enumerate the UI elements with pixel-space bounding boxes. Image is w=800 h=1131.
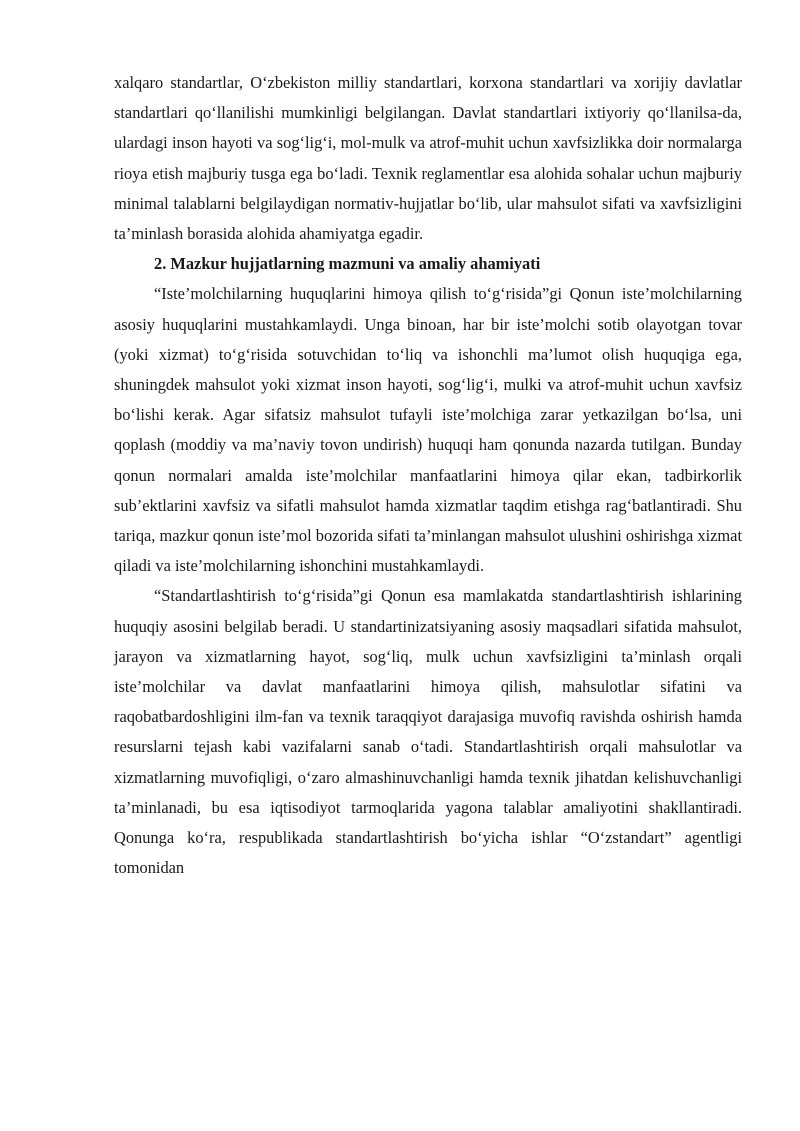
- paragraph-standards-overview: xalqaro standartlar, O‘zbekiston milliy standartlari, korxona standartlari va xorijiy davlatlar standartlari qo‘llanilishi mumkinligi belgilangan. Davlat standartlari ixtiyoriy qo‘llanilsa-da, ulardagi inson hayoti va sog‘lig‘i, mol-mulk va atrof-muhit uchun xavfsizlikka doir normalarga rioya etish majburiy tusga ega bo‘ladi. Texnik reglamentlar esa alohida sohalar uchun majburiy minimal talablarni belgilaydigan normativ-hujjatlar bo‘lib, ular mahsulot sifati va xavfsizligini ta’minlash borasida alohida ahamiyatga egadir.: [114, 73, 742, 244]
- paragraph-consumer-rights-law: “Iste’molchilarning huquqlarini himoya qilish to‘g‘risida”gi Qonun iste’molchilarning asosiy huquqlarini mustahkamlaydi. Unga binoan, har bir iste’molchi sotib olayotgan tovar (yoki xizmat) to‘g‘risida sotuvchidan to‘liq va ishonchli ma’lumot olish huquqiga ega, shuningdek mahsulot yoki xizmat inson hayoti, sog‘lig‘i, mulki va atrof-muhit uchun xavfsiz bo‘lishi kerak. Agar sifatsiz mahsulot tufayli iste’molchiga zarar yetkazilgan bo‘lsa, uni qoplash (moddiy va ma’naviy tovon undirish) huquqi ham qonunda nazarda tutilgan. Bunday qonun normalari amalda iste’molchilar manfaatlarini himoya qilar ekan, tadbirkorlik sub’ektlarini xavfsiz va sifatli mahsulot hamda xizmatlar taqdim etishga rag‘batlantiradi. Shu tariqa, mazkur qonun iste’mol bozorida sifati ta’minlangan mahsulot ulushini oshirishga xizmat qiladi va iste’molchilarning ishonchini mustahkamlaydi.: [114, 284, 742, 576]
- section-heading: 2. Mazkur hujjatlarning mazmuni va amaliy ahamiyati: [154, 254, 541, 274]
- paragraph-standardization-law: “Standartlashtirish to‘g‘risida”gi Qonun esa mamlakatda standartlashtirish ishlarining huquqiy asosini belgilab beradi. U standartinizatsiyaning asosiy maqsadlari sifatida mahsulot, jarayon va xizmatlarning hayot, sog‘liq, mulk uchun xavfsizligini ta’minlash orqali iste’molchilar va davlat manfaatlarini himoya qilish, mahsulotlar sifatini va raqobatbardoshligini ilm-fan va texnik taraqqiyot darajasiga muvofiq ravishda oshirish hamda resurslarni tejash kabi vazifalarni sanab o‘tadi. Standartlashtirish orqali mahsulotlar va xizmatlarning muvofiqligi, o‘zaro almashinuvchanligi hamda texnik jihatdan kelishuvchanligi ta’minlanadi, bu esa iqtisodiyot tarmoqlarida yagona talablar amaliyotini shakllantiradi. Qonunga ko‘ra, respublikada standartlashtirish bo‘yicha ishlar “O‘zstandart” agentligi tomonidan: [114, 586, 742, 878]
- document-page: [114, 68, 742, 883]
